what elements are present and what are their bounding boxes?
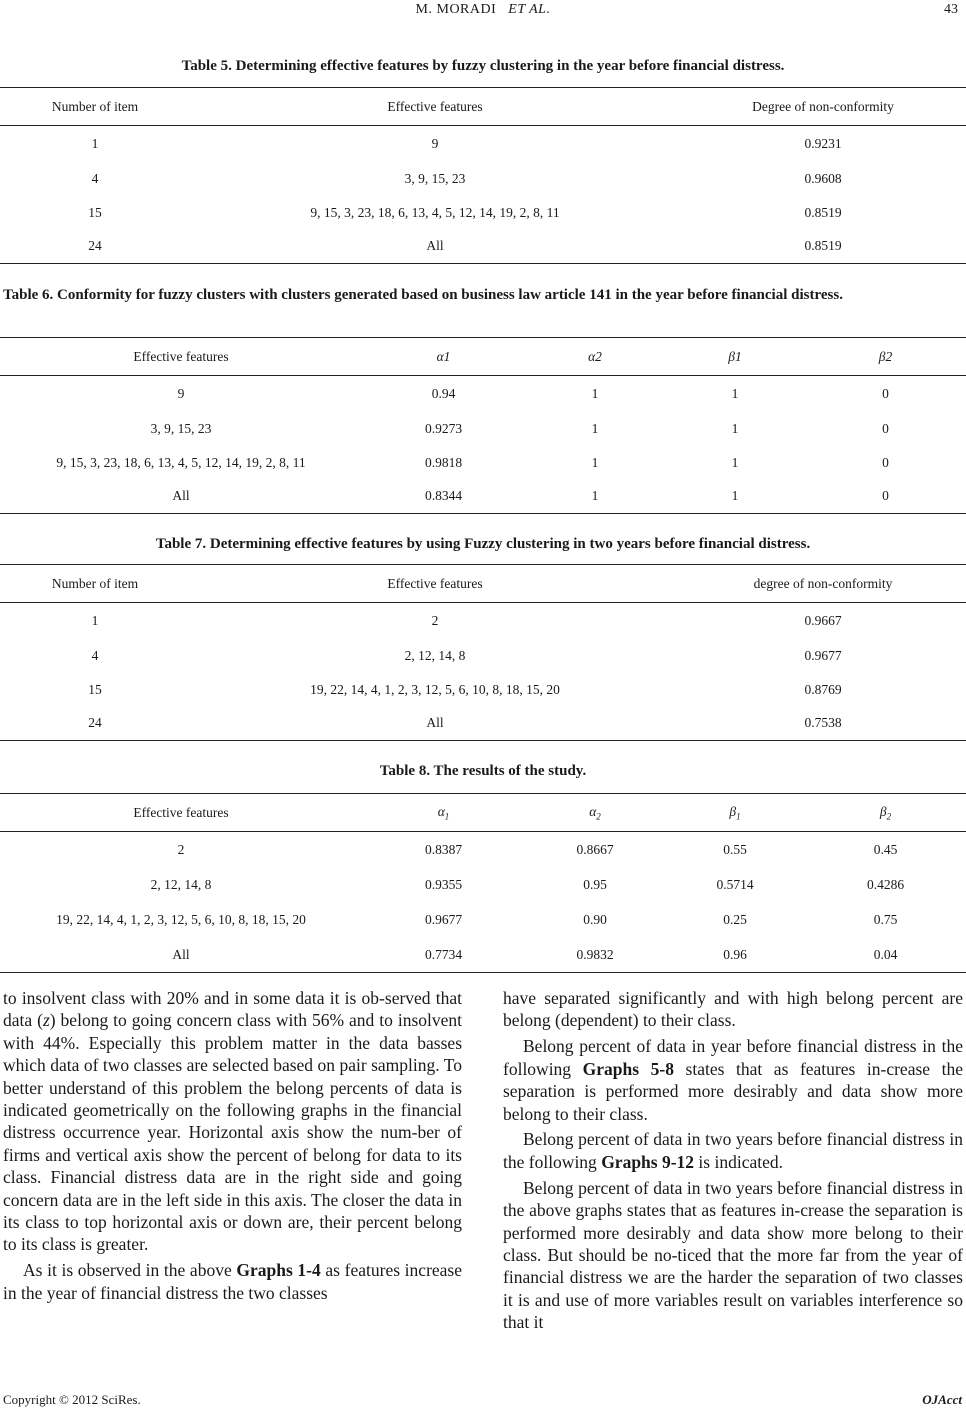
table8-header-beta1 bbox=[665, 794, 805, 832]
table-cell: 0.55 bbox=[723, 841, 747, 857]
table-row bbox=[0, 938, 966, 973]
table-cell: 0 bbox=[882, 454, 889, 470]
table-cell: 0 bbox=[805, 480, 966, 514]
table-header-row bbox=[0, 88, 966, 126]
table-row bbox=[0, 707, 966, 741]
subscript: 2 bbox=[886, 811, 892, 822]
table-row bbox=[0, 832, 966, 868]
table-cell: 0.9832 bbox=[525, 938, 665, 973]
table8 bbox=[0, 793, 966, 973]
right-column bbox=[503, 987, 963, 1334]
table7-caption: Table 7. Determining effective features by using Fuzzy clustering in two years before financial distress. bbox=[155, 536, 811, 552]
table-cell: All bbox=[190, 230, 680, 264]
left-column bbox=[3, 987, 462, 1304]
paragraph: have separated significantly and with high belong percent are belong (dependent) to their class. bbox=[503, 988, 963, 1031]
table-cell: 0.9818 bbox=[424, 454, 463, 470]
table-cell: 0.9355 bbox=[424, 877, 463, 892]
table-cell: 0.5714 bbox=[716, 877, 754, 892]
table-cell: 0.9667 bbox=[804, 612, 842, 628]
table-cell: 0.8519 bbox=[804, 204, 842, 220]
table5-header-item: Number of item bbox=[0, 88, 190, 126]
table-cell: 2 bbox=[431, 612, 439, 628]
table-row bbox=[0, 230, 966, 264]
table6-caption: Table 6. Conformity for fuzzy clusters with clusters generated based on business law article 141 in the year before financial distress. bbox=[3, 287, 843, 303]
text-run: Belong percent of data in two years before financial distress in the following bbox=[503, 1129, 963, 1172]
table6 bbox=[0, 337, 966, 514]
graph-reference: Graphs 9-12 bbox=[601, 1151, 695, 1172]
paragraph bbox=[503, 1128, 963, 1173]
table-cell: 1 bbox=[731, 454, 739, 470]
table8-header-alpha1 bbox=[362, 794, 525, 832]
table-row bbox=[0, 480, 966, 514]
journal-name: OJAcct bbox=[922, 1392, 962, 1407]
table-cell: 1 bbox=[591, 420, 599, 436]
subscript: 2 bbox=[596, 811, 601, 822]
table-cell: 0.45 bbox=[873, 841, 898, 857]
table-cell: 0.4286 bbox=[866, 877, 905, 892]
table-cell: 15 bbox=[88, 204, 102, 220]
text-run: states that as features in-crease the separation is performed more desirably and data show more belong to their class. bbox=[503, 1058, 964, 1124]
table-row bbox=[0, 126, 966, 162]
copyright-notice: Copyright © 2012 SciRes. bbox=[3, 1392, 141, 1407]
table-cell: All bbox=[0, 938, 362, 973]
table-header-row bbox=[0, 338, 966, 376]
table-cell: 0 bbox=[882, 420, 889, 436]
paragraph bbox=[3, 1259, 462, 1304]
text-run: Belong percent of data in year before financial distress in the following bbox=[503, 1036, 963, 1079]
table6-header-beta2: β2 bbox=[805, 338, 966, 376]
table-cell: 0.9677 bbox=[424, 912, 463, 927]
table7-header-nonconformity: degree of non-conformity bbox=[680, 565, 966, 603]
table-cell: 0.94 bbox=[431, 385, 456, 401]
table-row bbox=[0, 639, 966, 673]
table-cell: 2 bbox=[177, 841, 185, 857]
table-row bbox=[0, 376, 966, 412]
running-head bbox=[0, 2, 966, 18]
table5-header-nonconformity: Degree of non-conformity bbox=[680, 88, 966, 126]
table-row bbox=[0, 412, 966, 446]
table-cell: 19, 22, 14, 4, 1, 2, 3, 12, 5, 6, 10, 8, 18, 15, 20 bbox=[310, 681, 560, 697]
table-cell: 0.8667 bbox=[576, 841, 614, 857]
table-cell: 0.75 bbox=[873, 912, 898, 927]
table-cell: 24 bbox=[0, 230, 190, 264]
table-cell: 1 bbox=[665, 480, 805, 514]
table7-header-features: Effective features bbox=[190, 565, 680, 603]
table-cell: 9 bbox=[177, 385, 185, 401]
table-cell: 0.8769 bbox=[804, 681, 842, 697]
text-run: As it is observed in the above bbox=[23, 1260, 237, 1281]
subscript: 1 bbox=[736, 811, 741, 822]
table-cell: 0.04 bbox=[805, 938, 966, 973]
table-cell: 0.9608 bbox=[804, 170, 842, 186]
table-cell: All bbox=[190, 707, 680, 741]
table-cell: 0.90 bbox=[583, 912, 607, 927]
table-header-row bbox=[0, 794, 966, 832]
table5 bbox=[0, 87, 966, 264]
table-cell: 15 bbox=[88, 681, 102, 697]
table-cell: 1 bbox=[525, 480, 665, 514]
table-cell: 1 bbox=[731, 385, 739, 401]
table-cell: 0.9677 bbox=[804, 647, 842, 663]
table-cell: 0.9231 bbox=[804, 135, 842, 151]
table8-header-features: Effective features bbox=[0, 794, 362, 832]
beta-symbol: β bbox=[879, 803, 887, 819]
table7-header-item: Number of item bbox=[0, 565, 190, 603]
subscript: 1 bbox=[444, 811, 450, 822]
table-cell: 0.9273 bbox=[424, 420, 463, 436]
table8-header-beta2 bbox=[805, 794, 966, 832]
table-cell: 2, 12, 14, 8 bbox=[404, 647, 466, 663]
table-row bbox=[0, 903, 966, 938]
graph-reference: Graphs 1-4 bbox=[236, 1260, 321, 1281]
variable-z: z bbox=[42, 1010, 50, 1031]
paragraph bbox=[3, 987, 462, 1256]
beta-symbol: β bbox=[729, 803, 737, 819]
table8-caption: Table 8. The results of the study. bbox=[379, 763, 587, 779]
table6-header-features: Effective features bbox=[0, 338, 362, 376]
table-cell: 9, 15, 3, 23, 18, 6, 13, 4, 5, 12, 14, 19, 2, 8, 11 bbox=[310, 204, 560, 220]
running-head-author: M. MORADI bbox=[415, 2, 497, 17]
alpha-symbol: α bbox=[589, 803, 597, 819]
table-cell: 0.7538 bbox=[680, 707, 966, 741]
table-row bbox=[0, 868, 966, 903]
graph-reference: Graphs 5-8 bbox=[582, 1058, 674, 1079]
table-cell: 0 bbox=[882, 385, 889, 401]
table5-header-features: Effective features bbox=[190, 88, 680, 126]
page-number: 43 bbox=[944, 2, 958, 17]
table-cell: 19, 22, 14, 4, 1, 2, 3, 12, 5, 6, 10, 8, 18, 15, 20 bbox=[56, 912, 306, 927]
table-row bbox=[0, 162, 966, 196]
table-cell: 3, 9, 15, 23 bbox=[150, 420, 212, 436]
table6-header-alpha1: α1 bbox=[362, 338, 525, 376]
table8-header-alpha2 bbox=[525, 794, 665, 832]
text-run: ) belong to going concern class with 56% and to insolvent with 44%. Especially this problem matter in the data basses which data of two classes are selected based on pair sampling. To better understand of this problem the belong percents of data is indicated geometrically on the following graphs in the financial distress occurrence year. Horizontal axis show the num-ber of firms and vertical axis show the percent of belong for data to its class. Financial distress data are in the right side and going concern data are in the left side in this axis. The closer the data in its class to top horizontal axis or down are, their percent belong to its class is greater. bbox=[3, 1010, 462, 1255]
table-cell: 3, 9, 15, 23 bbox=[404, 170, 466, 186]
table-cell: 24 bbox=[0, 707, 190, 741]
table-cell: 1 bbox=[731, 420, 739, 436]
table-row bbox=[0, 603, 966, 639]
table-header-row bbox=[0, 565, 966, 603]
paragraph bbox=[503, 1035, 963, 1125]
table-cell: 1 bbox=[91, 612, 99, 628]
table-cell: 1 bbox=[591, 454, 599, 470]
paragraph: Belong percent of data in two years before financial distress in the above graphs states that as features in-crease the separation is performed more desirably and data show more belong to their class. But should be no-ticed that the more far from the year of financial distress we are the harder the separation of two classes it is and use of more variables result on variables interference so that it bbox=[503, 1177, 963, 1333]
table-cell: 9 bbox=[431, 135, 439, 151]
table-cell: All bbox=[0, 480, 362, 514]
running-head-etal: ET AL. bbox=[508, 2, 551, 17]
table-cell: 1 bbox=[591, 385, 599, 401]
table7 bbox=[0, 564, 966, 741]
alpha-symbol: α bbox=[437, 803, 445, 819]
table-cell: 0.8519 bbox=[680, 230, 966, 264]
table6-header-beta1: β1 bbox=[665, 338, 805, 376]
table-cell: 4 bbox=[91, 170, 99, 186]
table-cell: 9, 15, 3, 23, 18, 6, 13, 4, 5, 12, 14, 19, 2, 8, 11 bbox=[56, 454, 306, 470]
table-cell: 0.95 bbox=[583, 877, 607, 892]
table-row bbox=[0, 196, 966, 230]
table-cell: 4 bbox=[91, 647, 99, 663]
table-cell: 0.7734 bbox=[362, 938, 525, 973]
table-row bbox=[0, 446, 966, 480]
table-cell: 0.25 bbox=[723, 912, 747, 927]
text-run: as features increase in the year of financial distress the two classes bbox=[3, 1260, 463, 1303]
table-row bbox=[0, 673, 966, 707]
table-cell: 0.96 bbox=[665, 938, 805, 973]
table-cell: 0.8387 bbox=[424, 841, 463, 857]
text-run: is indicated. bbox=[694, 1151, 783, 1172]
table-cell: 1 bbox=[91, 135, 99, 151]
table5-caption: Table 5. Determining effective features by fuzzy clustering in the year before financial distress. bbox=[181, 58, 785, 74]
table6-header-alpha2: α2 bbox=[525, 338, 665, 376]
page-header bbox=[0, 0, 966, 24]
table-cell: 2, 12, 14, 8 bbox=[150, 877, 212, 892]
text-run: to insolvent class with 20% and in some data it is ob-served that data ( bbox=[3, 988, 462, 1031]
table-cell: 0.8344 bbox=[362, 480, 525, 514]
